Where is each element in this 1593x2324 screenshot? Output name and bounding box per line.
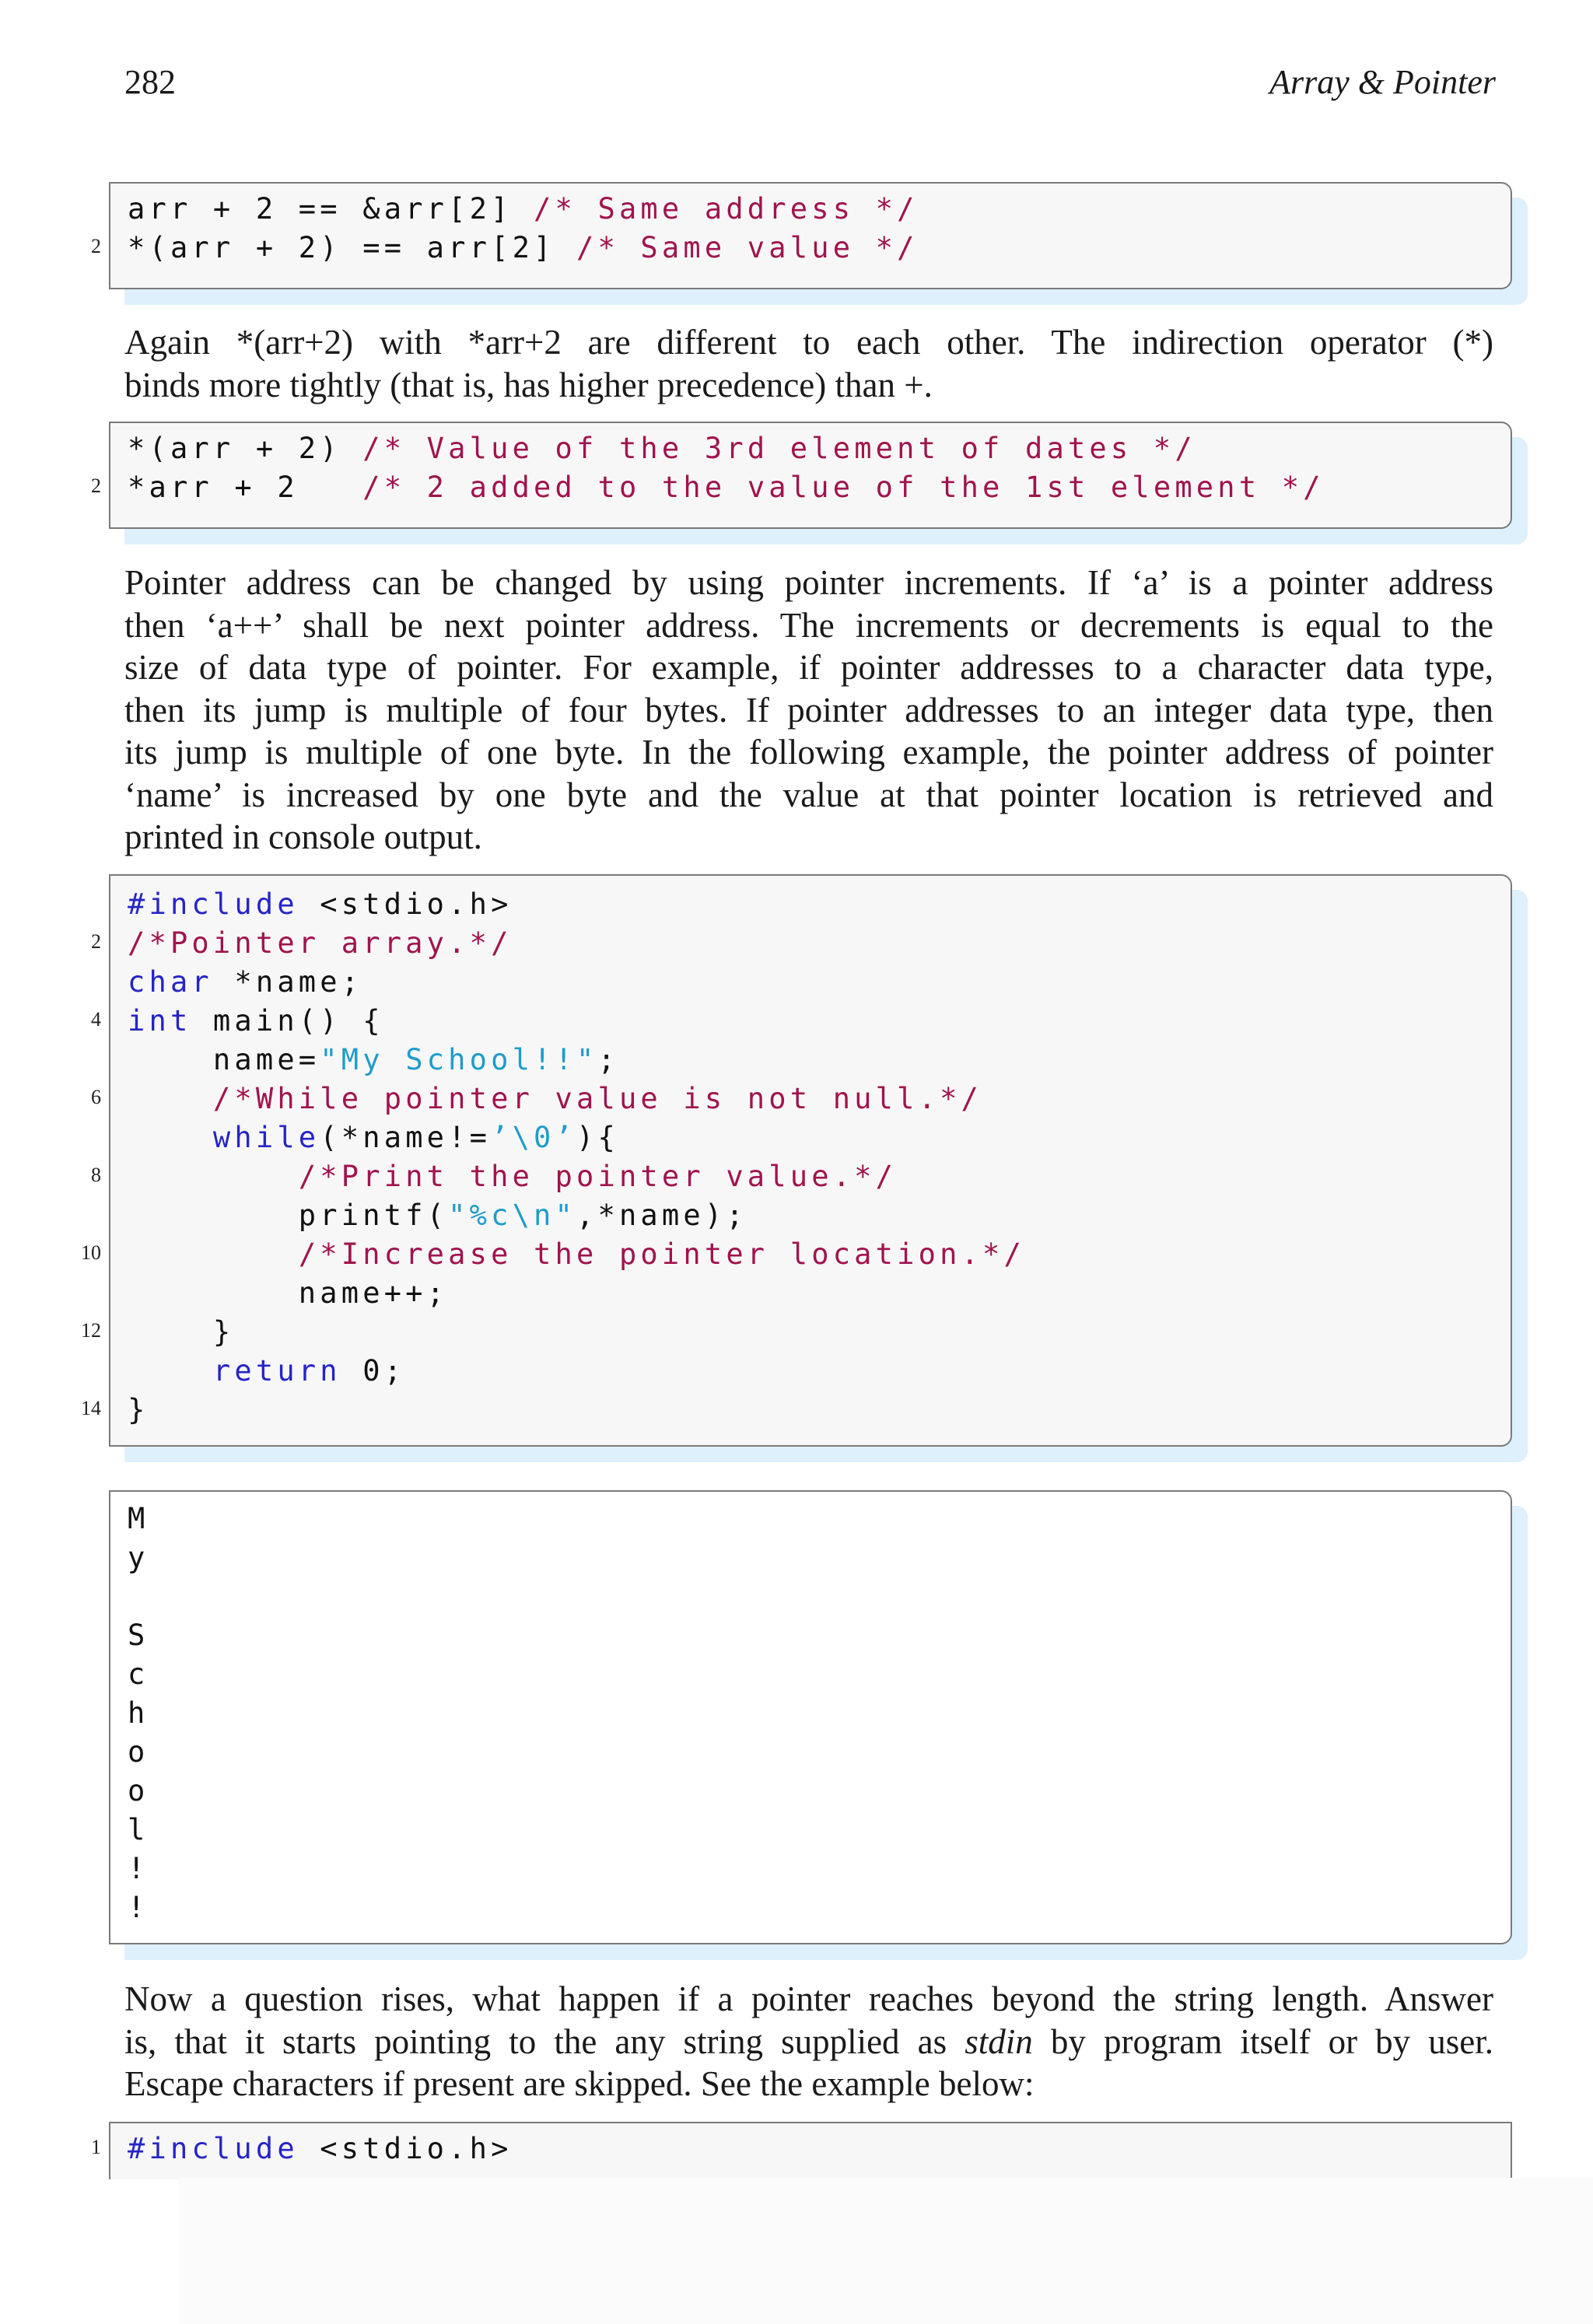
code-line: [128, 468, 1325, 507]
code-keyword: while: [212, 1121, 320, 1154]
paragraph-line: binds more tightly (that is, has higher precedence) than +.: [124, 365, 933, 404]
code-line: [128, 885, 513, 924]
paragraph-indirection-operator: [124, 321, 1493, 406]
code-text: *(arr + 2) == arr[2]: [128, 231, 576, 264]
code-text: (*name!=: [320, 1121, 492, 1154]
paragraph-line: then its jump is multiple of four bytes. If pointer addresses to an integer data type, then: [124, 690, 1493, 730]
line-number: 12: [81, 1319, 101, 1342]
code-text: name++;: [128, 1276, 449, 1310]
code-line: [128, 1391, 149, 1430]
running-title: Array & Pointer: [1269, 63, 1496, 101]
output-line: c: [128, 1657, 145, 1691]
code-line: [128, 1313, 234, 1352]
paragraph-line: its jump is multiple of one byte. In the following example, the pointer address of pointer: [124, 733, 1493, 772]
line-number: 14: [81, 1397, 101, 1419]
paragraph-beyond-string-length: [124, 1978, 1493, 2105]
code-keyword: #include: [128, 887, 299, 921]
code-text: [128, 1354, 213, 1388]
paragraph-line: Escape characters if present are skipped. See the example below:: [124, 2064, 1035, 2103]
code-text: *arr + 2: [128, 471, 363, 504]
code-text: printf(: [128, 1199, 449, 1232]
code-comment: /* 2 added to the value of the 1st element */: [362, 471, 1325, 504]
paragraph-pointer-increments: [124, 562, 1493, 859]
output-line: !: [128, 1891, 145, 1924]
code-line: [128, 1041, 619, 1080]
code-comment: /* Same value */: [576, 231, 919, 264]
code-keyword: return: [212, 1354, 341, 1388]
output-line: S: [128, 1619, 145, 1652]
code-keyword: int: [128, 1004, 192, 1038]
code-text: ,*name);: [576, 1199, 747, 1232]
code-string: "My School!!": [320, 1043, 598, 1076]
code-text: 0;: [341, 1354, 406, 1388]
paragraph-line: Now a question rises, what happen if a pointer reaches beyond the string length. Answer: [124, 1979, 1493, 2018]
code-line: [128, 1235, 1025, 1274]
code-line: [128, 429, 1196, 468]
code-keyword: char: [128, 965, 213, 999]
output-line: o: [128, 1774, 145, 1808]
line-number: 2: [91, 930, 101, 953]
code-text: [128, 1121, 213, 1154]
output-line: h: [128, 1696, 145, 1730]
code-line: [128, 1196, 747, 1235]
code-line: [128, 924, 513, 963]
code-line: [128, 1002, 384, 1041]
code-comment: /*Increase the pointer location.*/: [298, 1237, 1025, 1271]
code-comment: /* Value of the 3rd element of dates */: [362, 432, 1196, 465]
page-bottom-region: [179, 2178, 1593, 2324]
code-listing-value-comparison: [91, 422, 1512, 529]
code-comment: /*Print the pointer value.*/: [298, 1160, 898, 1193]
paragraph-line: ‘name’ is increased by one byte and the value at that pointer location is retrieved and: [124, 775, 1493, 814]
line-number: 10: [81, 1241, 101, 1264]
code-comment: /*Pointer array.*/: [128, 926, 513, 960]
code-line: [128, 1352, 405, 1391]
code-line: [128, 1274, 448, 1313]
code-comment: /* Same address */: [534, 192, 919, 226]
code-string: ’\0’: [491, 1121, 577, 1154]
output-line: y: [128, 1541, 145, 1574]
line-number: 2: [91, 235, 101, 257]
output-line: l: [128, 1813, 145, 1846]
code-text: <stdio.h>: [298, 887, 513, 921]
code-text: [128, 1237, 299, 1271]
output-line: !: [128, 1852, 145, 1885]
code-listing-pointer-increment-example: [81, 874, 1512, 1447]
console-output: [109, 1490, 1512, 1944]
line-number: 2: [91, 474, 101, 497]
code-line: [128, 1118, 619, 1157]
code-line: [128, 229, 919, 268]
line-number: 8: [91, 1164, 101, 1186]
paragraph-line: is, that it starts pointing to the any string supplied as stdin by program itself or by user.: [124, 2021, 1493, 2061]
code-keyword: #include: [128, 2132, 299, 2165]
paragraph-line: printed in console output.: [124, 817, 482, 856]
code-listing-address-comparison: [91, 182, 1512, 289]
code-line: [128, 1080, 982, 1118]
code-string: "%c\n": [448, 1199, 576, 1232]
code-text: [128, 1160, 299, 1193]
paragraph-line: size of data type of pointer. For example, if pointer addresses to a character data type,: [124, 648, 1493, 687]
code-line: [128, 2130, 513, 2168]
page-number: 282: [124, 63, 176, 101]
code-text: ){: [576, 1121, 619, 1154]
code-text: ;: [597, 1043, 619, 1076]
line-number: 4: [91, 1008, 101, 1031]
code-text: main() {: [191, 1004, 384, 1038]
paragraph-line: Pointer address can be changed by using pointer increments. If ‘a’ is a pointer address: [124, 563, 1493, 602]
output-line: M: [128, 1502, 145, 1535]
paragraph-line: Again *(arr+2) with *arr+2 are different to each other. The indirection operator (*): [124, 323, 1493, 362]
code-line: [128, 963, 362, 1002]
code-line: [128, 190, 919, 229]
code-text: }: [128, 1315, 235, 1349]
output-line: o: [128, 1735, 145, 1769]
paragraph-line: then ‘a++’ shall be next pointer address. The increments or decrements is equal to the: [124, 605, 1493, 645]
code-text: <stdio.h>: [298, 2132, 513, 2165]
code-text: arr + 2 == &arr[2]: [128, 192, 534, 226]
code-text: [128, 1082, 213, 1115]
line-number: 1: [91, 2136, 101, 2158]
line-number: 6: [91, 1086, 101, 1108]
code-comment: /*While pointer value is not null.*/: [212, 1082, 983, 1115]
code-listing-next-example: [91, 2122, 1512, 2179]
code-text: *name;: [212, 965, 363, 999]
code-text: *(arr + 2): [128, 432, 363, 465]
code-line: [128, 1157, 897, 1196]
code-text: name=: [128, 1043, 320, 1076]
code-text: }: [128, 1393, 149, 1426]
